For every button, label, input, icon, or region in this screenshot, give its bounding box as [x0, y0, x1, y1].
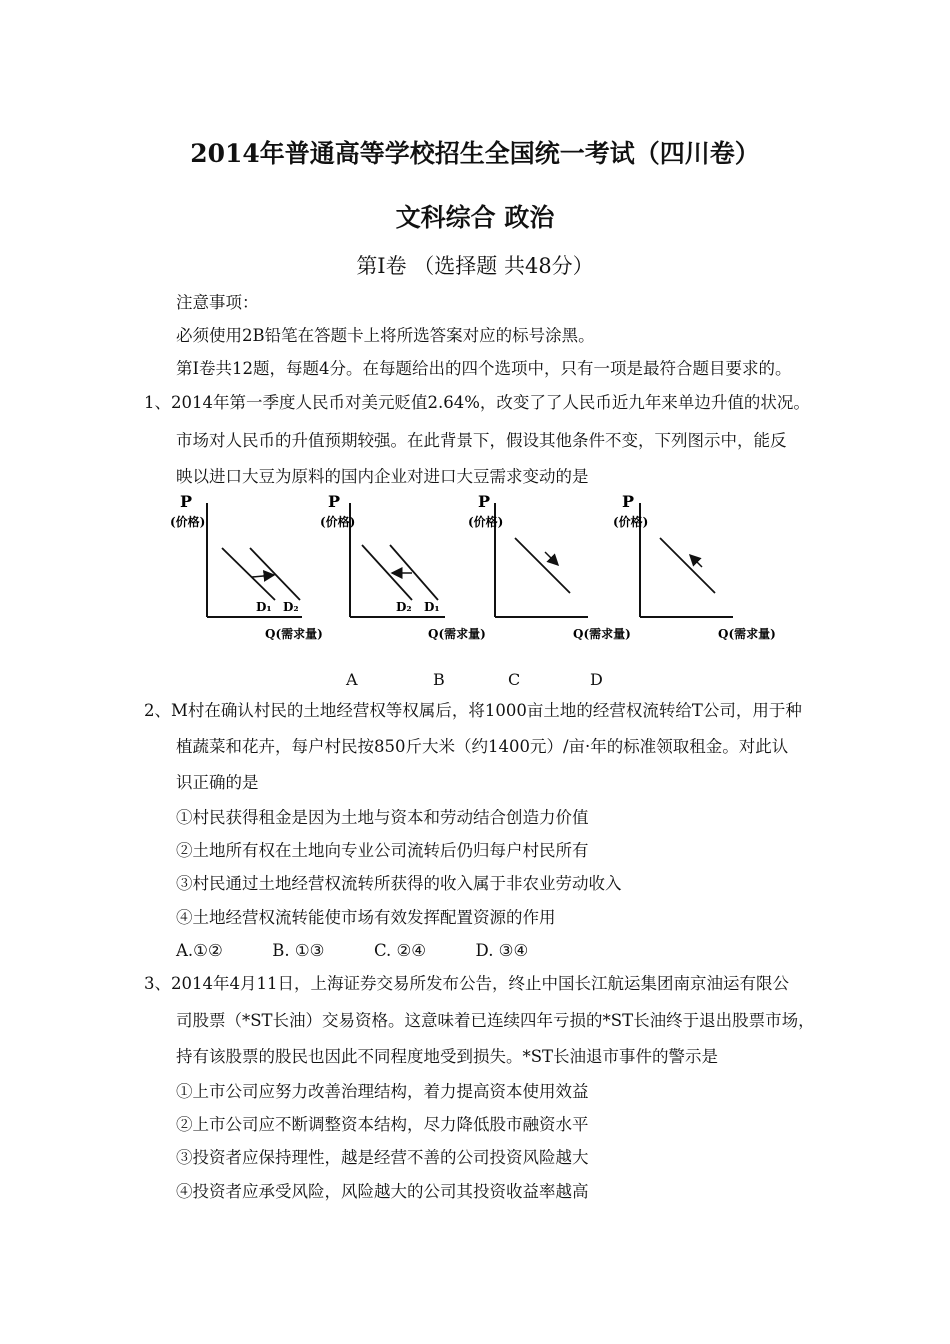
- graph-b: [320, 492, 486, 641]
- q2-line-1: 2、M村在确认村民的土地经营权等权属后，将1000亩土地的经营权流转给T公司，用于种: [144, 701, 802, 720]
- volume-heading: 第Ⅰ卷 （选择题 共48分）: [356, 254, 594, 278]
- graph-c-x-label: Q(需求量): [573, 627, 631, 641]
- graph-a-y-label: P: [180, 492, 193, 511]
- q2-choices: A.①② B. ①③ C. ②④ D. ③④: [176, 941, 529, 960]
- exam-subtitle: 文科综合 政治: [395, 203, 555, 232]
- graph-d-y-sub: (价格): [613, 515, 649, 529]
- option-label-c: C: [508, 670, 521, 689]
- q3-item-4: ④投资者应承受风险，风险越大的公司其投资收益率越高: [176, 1182, 589, 1201]
- graph-b-label-d2: D₂: [396, 600, 412, 614]
- option-label-d: D: [590, 670, 603, 689]
- graph-b-label-d1: D₁: [424, 600, 440, 614]
- demand-graphs: [170, 493, 810, 658]
- graph-a-shift-arrow: [252, 575, 274, 577]
- notes-line-2: 第Ⅰ卷共12题，每题4分。在每题给出的四个选项中，只有一项是最符合题目要求的。: [176, 359, 792, 378]
- demand-graphs-svg: [170, 493, 810, 658]
- graph-a-y-sub: (价格): [170, 515, 206, 529]
- q2-item-3: ③村民通过土地经营权流转所获得的收入属于非农业劳动收入: [176, 874, 622, 893]
- graph-c-y-label: P: [478, 492, 491, 511]
- q2-line-3: 识正确的是: [176, 773, 259, 792]
- graph-a-x-label: Q(需求量): [265, 627, 323, 641]
- graph-d-curve: [660, 538, 715, 593]
- graph-d-x-label: Q(需求量): [718, 627, 776, 641]
- graph-b-x-label: Q(需求量): [428, 627, 486, 641]
- q3-item-2: ②上市公司应不断调整资本结构，尽力降低股市融资水平: [176, 1115, 589, 1134]
- q1-line-3: 映以进口大豆为原料的国内企业对进口大豆需求变动的是: [176, 467, 589, 486]
- q3-line-2: 司股票（*ST长油）交易资格。这意味着已连续四年亏损的*ST长油终于退出股票市场，: [176, 1011, 815, 1030]
- exam-title: 2014年普通高等学校招生全国统一考试（四川卷）: [190, 139, 760, 168]
- notes-line-1: 必须使用2B铅笔在答题卡上将所选答案对应的标号涂黑。: [176, 326, 595, 345]
- q3-line-1: 3、2014年4月11日，上海证券交易所发布公告，终止中国长江航运集团南京油运有限公: [144, 974, 789, 993]
- q2-item-1: ①村民获得租金是因为土地与资本和劳动结合创造力价值: [176, 808, 589, 827]
- graph-c-y-sub: (价格): [468, 515, 504, 529]
- q3-item-3: ③投资者应保持理性，越是经营不善的公司投资风险越大: [176, 1148, 589, 1167]
- graph-a: [170, 492, 323, 641]
- option-label-a: A: [346, 670, 358, 689]
- q3-line-3: 持有该股票的股民也因此不同程度地受到损失。*ST长油退市事件的警示是: [176, 1047, 719, 1066]
- graph-c-move-arrow: [545, 552, 558, 565]
- graph-a-label-d2: D₂: [283, 600, 299, 614]
- q3-item-1: ①上市公司应努力改善治理结构，着力提高资本使用效益: [176, 1082, 589, 1101]
- q2-item-2: ②土地所有权在土地向专业公司流转后仍归每户村民所有: [176, 841, 589, 860]
- graph-a-curve-d2: [250, 548, 300, 600]
- q1-line-2: 市场对人民币的升值预期较强。在此背景下，假设其他条件不变，下列图示中，能反: [176, 431, 787, 450]
- option-label-b: B: [433, 670, 445, 689]
- notes-heading: 注意事项：: [176, 293, 259, 312]
- graph-d-y-label: P: [622, 492, 635, 511]
- graph-c-curve: [515, 538, 570, 593]
- q1-line-1: 1、2014年第一季度人民币对美元贬值2.64%，改变了了人民币近九年来单边升值的状况。: [144, 393, 810, 412]
- graph-d-move-arrow: [690, 555, 702, 567]
- graph-c: [468, 492, 631, 641]
- graph-a-curve-d1: [222, 548, 275, 600]
- q2-line-2: 植蔬菜和花卉，每户村民按850斤大米（约1400元）/亩·年的标准领取租金。对此认: [176, 737, 789, 756]
- graph-d: [613, 492, 776, 641]
- graph-a-label-d1: D₁: [256, 600, 272, 614]
- q2-item-4: ④土地经营权流转能使市场有效发挥配置资源的作用: [176, 908, 556, 927]
- graph-b-y-label: P: [328, 492, 341, 511]
- graph-b-y-sub: (价格): [320, 515, 356, 529]
